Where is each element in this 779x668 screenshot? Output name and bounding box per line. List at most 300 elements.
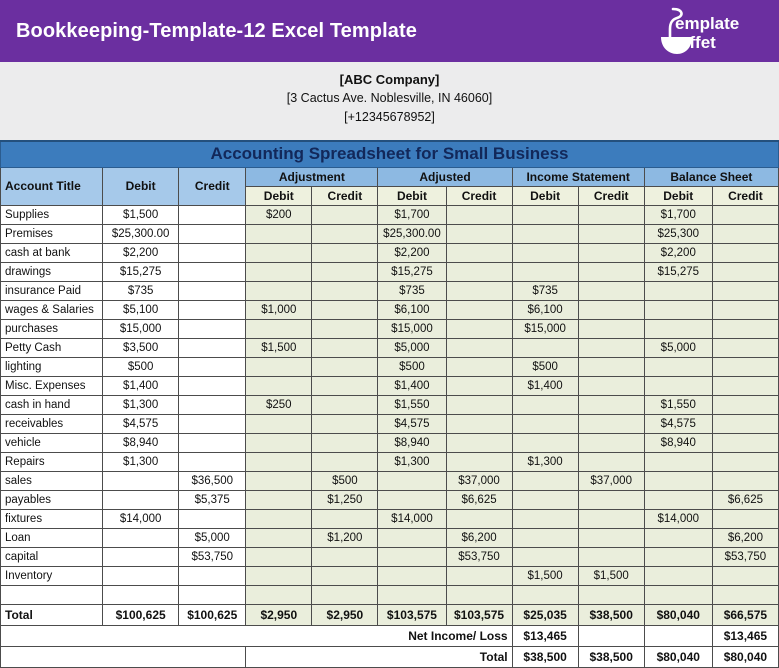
cell-adjustment-credit[interactable] [312, 414, 378, 433]
cell-income-credit[interactable] [578, 509, 644, 528]
cell-adjusted-debit[interactable] [378, 471, 446, 490]
cell-adjustment-debit[interactable] [246, 262, 312, 281]
company-info [0, 62, 779, 140]
cell-adjusted-credit[interactable] [446, 395, 512, 414]
cell-trial-credit[interactable] [179, 566, 246, 585]
col-group-balance-sheet[interactable]: Balance Sheet [644, 167, 778, 186]
cell-trial-credit[interactable] [179, 433, 246, 452]
cell-adjustment-debit[interactable] [246, 547, 312, 566]
cell-trial-credit[interactable] [179, 357, 246, 376]
cell-adjusted-debit[interactable] [378, 547, 446, 566]
cell-balance-credit[interactable] [712, 205, 778, 224]
cell-adjustment-debit[interactable] [246, 509, 312, 528]
cell-income-credit[interactable] [578, 452, 644, 471]
cell-balance-credit[interactable] [712, 566, 778, 585]
cell-trial-credit[interactable] [179, 452, 246, 471]
cell-trial-debit[interactable]: $14,000 [103, 509, 179, 528]
col-adjusted-credit[interactable]: Credit [446, 186, 512, 205]
cell-adjusted-credit[interactable]: $6,625 [446, 490, 512, 509]
cell-adjusted-credit[interactable]: $53,750 [446, 547, 512, 566]
cell-adjustment-debit[interactable] [246, 414, 312, 433]
cell-adjustment-debit[interactable] [246, 433, 312, 452]
cell-adjustment-credit[interactable] [312, 376, 378, 395]
table-row [1, 585, 779, 604]
total-adjustment-debit[interactable]: $2,950 [246, 604, 312, 625]
cell-adjustment-credit[interactable] [312, 243, 378, 262]
cell-balance-credit[interactable] [712, 471, 778, 490]
cell-trial-debit[interactable]: $8,940 [103, 433, 179, 452]
cell-adjusted-credit[interactable] [446, 376, 512, 395]
table-row [1, 547, 779, 566]
company-address: [3 Cactus Ave. Noblesville, IN 46060] [286, 91, 493, 105]
cell-balance-debit[interactable]: $2,200 [644, 243, 712, 262]
cell-adjusted-debit[interactable] [378, 566, 446, 585]
cell-balance-credit[interactable] [712, 224, 778, 243]
table-row [1, 262, 779, 281]
total-balance-debit[interactable]: $80,040 [644, 604, 712, 625]
cell-balance-debit[interactable] [644, 471, 712, 490]
cell-adjustment-credit[interactable] [312, 395, 378, 414]
row-account-title[interactable]: Inventory [1, 566, 103, 585]
cell-adjusted-debit[interactable]: $1,300 [378, 452, 446, 471]
cell-adjustment-debit[interactable]: $250 [246, 395, 312, 414]
cell-adjustment-debit[interactable] [246, 528, 312, 547]
cell-adjusted-credit[interactable]: $37,000 [446, 471, 512, 490]
cell-income-credit[interactable]: $1,500 [578, 566, 644, 585]
cell-adjustment-credit[interactable] [312, 205, 378, 224]
cell-income-credit[interactable]: $37,000 [578, 471, 644, 490]
cell-balance-credit[interactable] [712, 414, 778, 433]
cell-balance-debit[interactable]: $15,275 [644, 262, 712, 281]
row-account-title[interactable]: sales [1, 471, 103, 490]
cell-adjustment-credit[interactable]: $500 [312, 471, 378, 490]
row-account-title[interactable]: drawings [1, 262, 103, 281]
cell-trial-debit[interactable]: $3,500 [103, 338, 179, 357]
cell-trial-credit[interactable] [179, 319, 246, 338]
company-name: [ABC Company] [339, 72, 440, 87]
cell-adjusted-credit[interactable] [446, 433, 512, 452]
cell-adjustment-debit[interactable] [246, 490, 312, 509]
cell-trial-credit[interactable] [179, 585, 246, 604]
cell-balance-credit[interactable]: $6,200 [712, 528, 778, 547]
cell-adjusted-debit[interactable]: $500 [378, 357, 446, 376]
total-label: Total [1, 604, 103, 625]
cell-adjustment-credit[interactable]: $1,200 [312, 528, 378, 547]
total-balance-credit[interactable]: $66,575 [712, 604, 778, 625]
cell-trial-credit[interactable]: $5,000 [179, 528, 246, 547]
cell-balance-credit[interactable] [712, 338, 778, 357]
cell-adjustment-debit[interactable] [246, 376, 312, 395]
cell-income-debit[interactable] [512, 471, 578, 490]
row-account-title[interactable]: Premises [1, 224, 103, 243]
cell-balance-credit[interactable] [712, 319, 778, 338]
template-buffet-logo [653, 5, 761, 57]
col-group-adjusted[interactable]: Adjusted [378, 167, 512, 186]
col-group-adjustment[interactable]: Adjustment [246, 167, 378, 186]
cell-adjustment-debit[interactable]: $1,000 [246, 300, 312, 319]
cell-income-credit[interactable] [578, 224, 644, 243]
row-account-title[interactable]: Loan [1, 528, 103, 547]
svg-text:emplate: emplate [675, 14, 740, 33]
cell-income-credit[interactable] [578, 357, 644, 376]
cell-balance-debit[interactable] [644, 357, 712, 376]
row-account-title[interactable]: lighting [1, 357, 103, 376]
table-row [1, 281, 779, 300]
cell-adjusted-credit[interactable] [446, 585, 512, 604]
cell-trial-debit[interactable]: $500 [103, 357, 179, 376]
cell-adjustment-credit[interactable] [312, 585, 378, 604]
cell-income-credit[interactable] [578, 376, 644, 395]
cell-trial-debit[interactable] [103, 490, 179, 509]
cell-adjustment-debit[interactable] [246, 471, 312, 490]
row-account-title[interactable]: purchases [1, 319, 103, 338]
cell-income-credit[interactable] [578, 262, 644, 281]
cell-trial-debit[interactable] [103, 547, 179, 566]
cell-adjusted-credit[interactable] [446, 300, 512, 319]
cell-adjusted-debit[interactable]: $1,700 [378, 205, 446, 224]
cell-trial-credit[interactable] [179, 224, 246, 243]
cell-balance-credit[interactable] [712, 452, 778, 471]
table-row [1, 509, 779, 528]
cell-trial-credit[interactable] [179, 262, 246, 281]
cell-adjusted-debit[interactable] [378, 528, 446, 547]
cell-balance-debit[interactable]: $1,550 [644, 395, 712, 414]
cell-adjustment-debit[interactable]: $200 [246, 205, 312, 224]
cell-balance-debit[interactable] [644, 281, 712, 300]
cell-balance-debit[interactable] [644, 528, 712, 547]
total-trial-debit[interactable]: $100,625 [103, 604, 179, 625]
cell-adjustment-credit[interactable] [312, 300, 378, 319]
row-account-title[interactable]: capital [1, 547, 103, 566]
cell-adjustment-credit[interactable] [312, 281, 378, 300]
cell-income-debit[interactable]: $1,400 [512, 376, 578, 395]
row-account-title[interactable]: cash in hand [1, 395, 103, 414]
table-row [1, 357, 779, 376]
cell-income-debit[interactable] [512, 433, 578, 452]
col-trial-credit[interactable]: Credit [179, 167, 246, 205]
col-adjustment-credit[interactable]: Credit [312, 186, 378, 205]
cell-trial-credit[interactable]: $5,375 [179, 490, 246, 509]
cell-balance-debit[interactable] [644, 490, 712, 509]
cell-adjusted-credit[interactable]: $6,200 [446, 528, 512, 547]
cell-balance-debit[interactable]: $14,000 [644, 509, 712, 528]
total-income-credit[interactable]: $38,500 [578, 604, 644, 625]
cell-adjusted-credit[interactable] [446, 281, 512, 300]
row-account-title[interactable]: receivables [1, 414, 103, 433]
sheet-title: Accounting Spreadsheet for Small Business [1, 141, 779, 167]
cell-adjusted-debit[interactable]: $8,940 [378, 433, 446, 452]
cell-balance-debit[interactable] [644, 452, 712, 471]
cell-adjustment-credit[interactable] [312, 357, 378, 376]
cell-balance-debit[interactable] [644, 566, 712, 585]
cell-trial-debit[interactable]: $1,300 [103, 452, 179, 471]
cell-income-debit[interactable] [512, 243, 578, 262]
cell-balance-credit[interactable] [712, 585, 778, 604]
cell-trial-credit[interactable] [179, 414, 246, 433]
cell-balance-debit[interactable]: $25,300 [644, 224, 712, 243]
cell-adjustment-debit[interactable] [246, 357, 312, 376]
table-row [1, 205, 779, 224]
cell-adjustment-credit[interactable] [312, 224, 378, 243]
cell-adjustment-credit[interactable] [312, 547, 378, 566]
cell-trial-credit[interactable] [179, 243, 246, 262]
col-trial-debit[interactable]: Debit [103, 167, 179, 205]
col-account-title[interactable]: Account Title [1, 167, 103, 205]
cell-adjusted-debit[interactable]: $15,275 [378, 262, 446, 281]
cell-balance-credit[interactable] [712, 433, 778, 452]
cell-balance-debit[interactable]: $5,000 [644, 338, 712, 357]
net-income-income-credit[interactable] [578, 625, 644, 646]
cell-adjustment-debit[interactable] [246, 319, 312, 338]
cell-adjusted-debit[interactable]: $1,550 [378, 395, 446, 414]
row-account-title[interactable]: wages & Salaries [1, 300, 103, 319]
col-adjustment-debit[interactable]: Debit [246, 186, 312, 205]
table-row [1, 490, 779, 509]
cell-adjusted-credit[interactable] [446, 243, 512, 262]
cell-income-debit[interactable]: $1,300 [512, 452, 578, 471]
cell-trial-debit[interactable]: $15,000 [103, 319, 179, 338]
total-adjustment-credit[interactable]: $2,950 [312, 604, 378, 625]
total-adjusted-credit[interactable]: $103,575 [446, 604, 512, 625]
cell-adjusted-debit[interactable] [378, 490, 446, 509]
cell-income-credit[interactable] [578, 433, 644, 452]
table-row [1, 338, 779, 357]
col-balance-credit[interactable]: Credit [712, 186, 778, 205]
cell-adjusted-credit[interactable] [446, 319, 512, 338]
cell-trial-debit[interactable]: $1,300 [103, 395, 179, 414]
cell-adjustment-credit[interactable] [312, 452, 378, 471]
cell-balance-debit[interactable] [644, 376, 712, 395]
cell-balance-credit[interactable] [712, 262, 778, 281]
sheet-title-row [1, 141, 779, 167]
total-row [1, 604, 779, 625]
cell-trial-debit[interactable]: $15,275 [103, 262, 179, 281]
cell-income-credit[interactable] [578, 585, 644, 604]
cell-adjustment-credit[interactable] [312, 338, 378, 357]
cell-trial-debit[interactable]: $735 [103, 281, 179, 300]
row-account-title[interactable]: payables [1, 490, 103, 509]
cell-income-debit[interactable] [512, 547, 578, 566]
cell-adjusted-debit[interactable]: $735 [378, 281, 446, 300]
cell-trial-debit[interactable]: $4,575 [103, 414, 179, 433]
row-account-title[interactable]: Repairs [1, 452, 103, 471]
cell-trial-credit[interactable] [179, 338, 246, 357]
table-row [1, 395, 779, 414]
net-income-row [1, 625, 779, 646]
cell-balance-credit[interactable] [712, 509, 778, 528]
cell-trial-debit[interactable]: $1,500 [103, 205, 179, 224]
col-income-debit[interactable]: Debit [512, 186, 578, 205]
cell-adjusted-credit[interactable] [446, 452, 512, 471]
cell-income-credit[interactable] [578, 528, 644, 547]
cell-income-credit[interactable] [578, 395, 644, 414]
total-income-debit[interactable]: $25,035 [512, 604, 578, 625]
cell-adjusted-debit[interactable]: $4,575 [378, 414, 446, 433]
cell-income-debit[interactable]: $1,500 [512, 566, 578, 585]
cell-trial-credit[interactable] [179, 281, 246, 300]
cell-income-debit[interactable] [512, 585, 578, 604]
accounting-spreadsheet [0, 140, 779, 668]
cell-adjustment-debit[interactable] [246, 585, 312, 604]
row-account-title[interactable]: vehicle [1, 433, 103, 452]
cell-income-credit[interactable] [578, 281, 644, 300]
net-income-income-debit[interactable]: $13,465 [512, 625, 578, 646]
cell-adjusted-credit[interactable] [446, 338, 512, 357]
cell-income-credit[interactable] [578, 547, 644, 566]
net-income-balance-credit[interactable]: $13,465 [712, 625, 778, 646]
cell-balance-debit[interactable]: $1,700 [644, 205, 712, 224]
row-account-title[interactable]: Misc. Expenses [1, 376, 103, 395]
cell-adjusted-credit[interactable] [446, 224, 512, 243]
cell-income-debit[interactable] [512, 262, 578, 281]
cell-adjustment-credit[interactable] [312, 566, 378, 585]
page-title: Bookkeeping-Template-12 Excel Template [16, 19, 417, 42]
cell-balance-credit[interactable] [712, 357, 778, 376]
cell-adjustment-debit[interactable] [246, 566, 312, 585]
final-total-income-debit[interactable]: $38,500 [512, 646, 578, 667]
cell-balance-credit[interactable]: $53,750 [712, 547, 778, 566]
cell-balance-debit[interactable] [644, 585, 712, 604]
spreadsheet-rows [1, 205, 779, 604]
cell-income-credit[interactable] [578, 319, 644, 338]
cell-income-debit[interactable]: $15,000 [512, 319, 578, 338]
cell-adjustment-credit[interactable]: $1,250 [312, 490, 378, 509]
final-total-label: Total [246, 646, 512, 667]
row-account-title[interactable]: fixtures [1, 509, 103, 528]
net-income-label: Net Income/ Loss [1, 625, 513, 646]
cell-balance-debit[interactable] [644, 547, 712, 566]
cell-adjustment-debit[interactable] [246, 452, 312, 471]
row-account-title[interactable]: cash at bank [1, 243, 103, 262]
cell-income-credit[interactable] [578, 205, 644, 224]
cell-trial-debit[interactable] [103, 566, 179, 585]
table-row [1, 433, 779, 452]
cell-trial-credit[interactable] [179, 205, 246, 224]
cell-adjusted-debit[interactable]: $15,000 [378, 319, 446, 338]
cell-adjustment-debit[interactable]: $1,500 [246, 338, 312, 357]
col-group-income-statement[interactable]: Income Statement [512, 167, 644, 186]
cell-adjusted-debit[interactable]: $5,000 [378, 338, 446, 357]
cell-income-debit[interactable] [512, 414, 578, 433]
cell-adjusted-credit[interactable] [446, 205, 512, 224]
cell-balance-debit[interactable]: $8,940 [644, 433, 712, 452]
cell-adjustment-debit[interactable] [246, 224, 312, 243]
row-account-title[interactable]: insurance Paid [1, 281, 103, 300]
cell-income-debit[interactable]: $6,100 [512, 300, 578, 319]
cell-adjusted-credit[interactable] [446, 262, 512, 281]
cell-adjustment-debit[interactable] [246, 281, 312, 300]
cell-adjusted-debit[interactable]: $25,300.00 [378, 224, 446, 243]
cell-adjustment-credit[interactable] [312, 509, 378, 528]
cell-trial-debit[interactable]: $5,100 [103, 300, 179, 319]
col-balance-debit[interactable]: Debit [644, 186, 712, 205]
table-row [1, 414, 779, 433]
cell-income-debit[interactable] [512, 224, 578, 243]
total-adjusted-debit[interactable]: $103,575 [378, 604, 446, 625]
cell-balance-debit[interactable] [644, 300, 712, 319]
app-banner [0, 0, 779, 62]
cell-adjusted-debit[interactable]: $1,400 [378, 376, 446, 395]
cell-adjustment-credit[interactable] [312, 319, 378, 338]
cell-adjustment-debit[interactable] [246, 243, 312, 262]
cell-adjusted-debit[interactable] [378, 585, 446, 604]
row-account-title[interactable]: Supplies [1, 205, 103, 224]
table-row [1, 224, 779, 243]
cell-balance-credit[interactable] [712, 395, 778, 414]
cell-adjustment-credit[interactable] [312, 262, 378, 281]
cell-trial-debit[interactable]: $2,200 [103, 243, 179, 262]
final-total-income-credit[interactable]: $38,500 [578, 646, 644, 667]
cell-income-debit[interactable] [512, 395, 578, 414]
cell-adjusted-credit[interactable] [446, 566, 512, 585]
cell-balance-credit[interactable] [712, 376, 778, 395]
cell-balance-credit[interactable] [712, 243, 778, 262]
table-row [1, 376, 779, 395]
cell-income-credit[interactable] [578, 300, 644, 319]
cell-trial-credit[interactable] [179, 300, 246, 319]
cell-balance-credit[interactable]: $6,625 [712, 490, 778, 509]
cell-trial-credit[interactable] [179, 509, 246, 528]
total-trial-credit[interactable]: $100,625 [179, 604, 246, 625]
cell-income-debit[interactable]: $500 [512, 357, 578, 376]
final-total-spacer [1, 646, 246, 667]
col-adjusted-debit[interactable]: Debit [378, 186, 446, 205]
table-row [1, 243, 779, 262]
cell-trial-debit[interactable]: $1,400 [103, 376, 179, 395]
cell-income-debit[interactable] [512, 205, 578, 224]
cell-adjusted-credit[interactable] [446, 414, 512, 433]
cell-income-credit[interactable] [578, 338, 644, 357]
table-row [1, 471, 779, 490]
cell-income-debit[interactable]: $735 [512, 281, 578, 300]
net-income-balance-debit[interactable] [644, 625, 712, 646]
cell-trial-credit[interactable]: $53,750 [179, 547, 246, 566]
cell-adjustment-credit[interactable] [312, 433, 378, 452]
cell-balance-credit[interactable] [712, 300, 778, 319]
cell-income-debit[interactable] [512, 338, 578, 357]
cell-adjusted-debit[interactable]: $2,200 [378, 243, 446, 262]
cell-balance-debit[interactable] [644, 319, 712, 338]
col-income-credit[interactable]: Credit [578, 186, 644, 205]
cell-trial-debit[interactable]: $25,300.00 [103, 224, 179, 243]
cell-trial-credit[interactable] [179, 376, 246, 395]
cell-adjusted-credit[interactable] [446, 509, 512, 528]
row-account-title[interactable]: Petty Cash [1, 338, 103, 357]
cell-balance-credit[interactable] [712, 281, 778, 300]
cell-trial-credit[interactable]: $36,500 [179, 471, 246, 490]
final-total-balance-debit[interactable]: $80,040 [644, 646, 712, 667]
cell-trial-debit[interactable] [103, 471, 179, 490]
cell-adjusted-debit[interactable]: $14,000 [378, 509, 446, 528]
cell-trial-debit[interactable] [103, 585, 179, 604]
cell-adjusted-debit[interactable]: $6,100 [378, 300, 446, 319]
cell-income-debit[interactable] [512, 528, 578, 547]
cell-income-debit[interactable] [512, 509, 578, 528]
cell-income-debit[interactable] [512, 490, 578, 509]
cell-adjusted-credit[interactable] [446, 357, 512, 376]
final-total-row [1, 646, 779, 667]
cell-income-credit[interactable] [578, 414, 644, 433]
header-group-row [1, 167, 779, 186]
cell-trial-debit[interactable] [103, 528, 179, 547]
cell-balance-debit[interactable]: $4,575 [644, 414, 712, 433]
final-total-balance-credit[interactable]: $80,040 [712, 646, 778, 667]
cell-trial-credit[interactable] [179, 395, 246, 414]
row-account-title[interactable] [1, 585, 103, 604]
cell-income-credit[interactable] [578, 243, 644, 262]
company-phone: [+12345678952] [344, 110, 435, 124]
cell-income-credit[interactable] [578, 490, 644, 509]
